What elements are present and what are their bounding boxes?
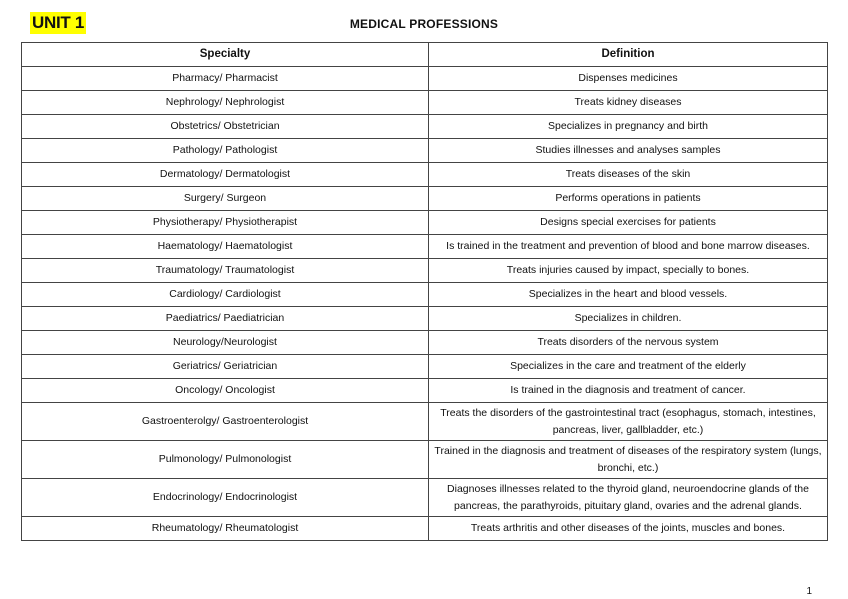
definition-cell: Is trained in the diagnosis and treatment of cancer. bbox=[429, 379, 828, 403]
definition-cell: Diagnoses illnesses related to the thyroid gland, neuroendocrine glands of the pancreas, the parathyroids, pituitary gland, ovaries and the adrenal glands. bbox=[429, 479, 828, 517]
specialty-cell: Pharmacy/ Pharmacist bbox=[22, 67, 429, 91]
definition-cell: Specializes in children. bbox=[429, 307, 828, 331]
definition-cell: Designs special exercises for patients bbox=[429, 211, 828, 235]
definition-cell: Treats injuries caused by impact, specially to bones. bbox=[429, 259, 828, 283]
table-row bbox=[22, 139, 828, 163]
table-row bbox=[22, 441, 828, 479]
table-row bbox=[22, 517, 828, 541]
definition-cell: Treats diseases of the skin bbox=[429, 163, 828, 187]
table-row bbox=[22, 91, 828, 115]
specialty-cell: Gastroenterolgy/ Gastroenterologist bbox=[22, 403, 429, 441]
specialty-cell: Pathology/ Pathologist bbox=[22, 139, 429, 163]
specialty-cell: Paediatrics/ Paediatrician bbox=[22, 307, 429, 331]
table-row bbox=[22, 379, 828, 403]
specialty-cell: Surgery/ Surgeon bbox=[22, 187, 429, 211]
header-specialty: Specialty bbox=[22, 43, 429, 67]
definition-cell: Performs operations in patients bbox=[429, 187, 828, 211]
table-header-row bbox=[22, 43, 828, 67]
definition-cell: Treats the disorders of the gastrointestinal tract (esophagus, stomach, intestines, pancreas, liver, gallbladder, etc.) bbox=[429, 403, 828, 441]
specialty-cell: Dermatology/ Dermatologist bbox=[22, 163, 429, 187]
definition-cell: Treats kidney diseases bbox=[429, 91, 828, 115]
table-row bbox=[22, 163, 828, 187]
professions-table bbox=[21, 42, 828, 541]
specialty-cell: Pulmonology/ Pulmonologist bbox=[22, 441, 429, 479]
specialty-cell: Rheumatology/ Rheumatologist bbox=[22, 517, 429, 541]
specialty-cell: Traumatology/ Traumatologist bbox=[22, 259, 429, 283]
table-row bbox=[22, 479, 828, 517]
specialty-cell: Haematology/ Haematologist bbox=[22, 235, 429, 259]
table-row bbox=[22, 331, 828, 355]
table-row bbox=[22, 187, 828, 211]
specialty-cell: Geriatrics/ Geriatrician bbox=[22, 355, 429, 379]
table-row bbox=[22, 115, 828, 139]
specialty-cell: Oncology/ Oncologist bbox=[22, 379, 429, 403]
definition-cell: Trained in the diagnosis and treatment of diseases of the respiratory system (lungs, bronchi, etc.) bbox=[429, 441, 828, 479]
header-definition: Definition bbox=[429, 43, 828, 67]
definition-cell: Specializes in pregnancy and birth bbox=[429, 115, 828, 139]
table-row bbox=[22, 235, 828, 259]
specialty-cell: Cardiology/ Cardiologist bbox=[22, 283, 429, 307]
definition-cell: Treats disorders of the nervous system bbox=[429, 331, 828, 355]
table-row bbox=[22, 283, 828, 307]
table-row bbox=[22, 403, 828, 441]
page-number: 1 bbox=[806, 586, 812, 597]
table-row bbox=[22, 355, 828, 379]
page-title: MEDICAL PROFESSIONS bbox=[349, 17, 499, 31]
table-row bbox=[22, 211, 828, 235]
definition-cell: Treats arthritis and other diseases of the joints, muscles and bones. bbox=[429, 517, 828, 541]
definition-cell: Dispenses medicines bbox=[429, 67, 828, 91]
definition-cell: Is trained in the treatment and prevention of blood and bone marrow diseases. bbox=[429, 235, 828, 259]
specialty-cell: Physiotherapy/ Physiotherapist bbox=[22, 211, 429, 235]
specialty-cell: Nephrology/ Nephrologist bbox=[22, 91, 429, 115]
unit-label: UNIT 1 bbox=[32, 13, 85, 32]
table-row bbox=[22, 67, 828, 91]
specialty-cell: Obstetrics/ Obstetrician bbox=[22, 115, 429, 139]
table-row bbox=[22, 307, 828, 331]
definition-cell: Studies illnesses and analyses samples bbox=[429, 139, 828, 163]
specialty-cell: Endocrinology/ Endocrinologist bbox=[22, 479, 429, 517]
definition-cell: Specializes in the heart and blood vessels. bbox=[429, 283, 828, 307]
table-row bbox=[22, 259, 828, 283]
specialty-cell: Neurology/Neurologist bbox=[22, 331, 429, 355]
definition-cell: Specializes in the care and treatment of the elderly bbox=[429, 355, 828, 379]
